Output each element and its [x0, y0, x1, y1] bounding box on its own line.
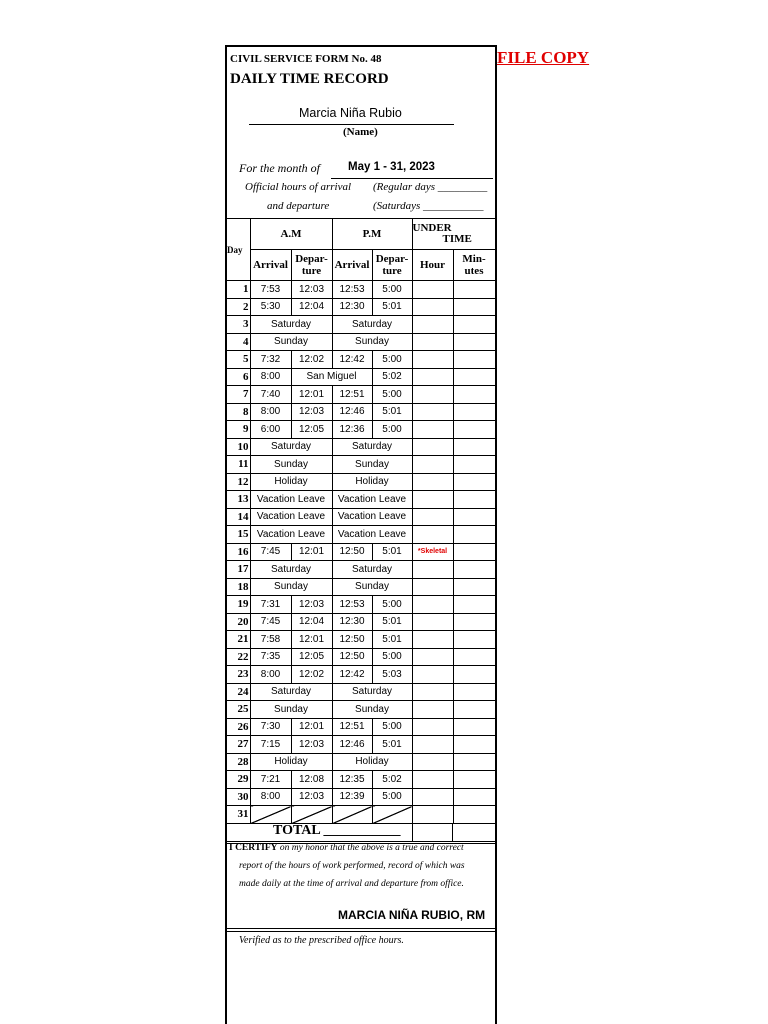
undertime-minutes-cell [453, 368, 495, 386]
pm-status-cell: Holiday [332, 473, 412, 491]
month-underline [331, 178, 493, 179]
pm-arrival-cell: 12:50 [332, 631, 372, 649]
undertime-hour-cell [412, 281, 453, 299]
day-number: 1 [227, 281, 250, 299]
total-divider-hour [412, 823, 413, 841]
undertime-minutes-cell [453, 701, 495, 719]
day-number: 5 [227, 351, 250, 369]
pm-departure-cell: 5:00 [372, 421, 412, 439]
am-departure-cell: 12:01 [291, 631, 332, 649]
table-row [227, 316, 495, 334]
undertime-minutes-cell [453, 281, 495, 299]
table-row [227, 298, 495, 316]
undertime-minutes-cell [453, 491, 495, 509]
day-number: 19 [227, 596, 250, 614]
table-row [227, 578, 495, 596]
table-row [227, 543, 495, 561]
signature-rule-2 [227, 931, 495, 932]
table-row [227, 368, 495, 386]
undertime-hour-cell [412, 736, 453, 754]
am-arrival-cell: 7:45 [250, 543, 291, 561]
table-row [227, 473, 495, 491]
pm-status-cell: Saturday [332, 438, 412, 456]
am-arrival-cell: 8:00 [250, 368, 291, 386]
am-arrival-cell: 7:53 [250, 281, 291, 299]
table-row [227, 526, 495, 544]
undertime-minutes-cell [453, 666, 495, 684]
signatory-name: MARCIA NIÑA RUBIO, RM [338, 908, 486, 922]
undertime-minutes-cell [453, 456, 495, 474]
verified-text: Verified as to the prescribed office hours. [239, 935, 404, 946]
am-status-cell: Sunday [250, 456, 332, 474]
undertime-minutes-cell [453, 333, 495, 351]
day-number: 25 [227, 701, 250, 719]
header-am: A.M [250, 219, 332, 250]
daily-time-record-form [225, 45, 497, 1024]
undertime-hour-cell [412, 316, 453, 334]
am-status-cell: Saturday [250, 561, 332, 579]
crossed-cell [291, 806, 332, 824]
am-arrival-cell: 5:30 [250, 298, 291, 316]
undertime-hour-cell [412, 473, 453, 491]
am-departure-cell: 12:01 [291, 718, 332, 736]
pm-status-cell: Sunday [332, 701, 412, 719]
undertime-minutes-cell [453, 771, 495, 789]
pm-departure-cell: 5:01 [372, 403, 412, 421]
pm-arrival-cell: 12:42 [332, 351, 372, 369]
am-departure-cell: 12:01 [291, 543, 332, 561]
pm-arrival-cell: 12:30 [332, 298, 372, 316]
undertime-hour-cell [412, 666, 453, 684]
am-status-cell: Saturday [250, 683, 332, 701]
name-underline [249, 124, 454, 125]
day-number: 10 [227, 438, 250, 456]
am-arrival-cell: 8:00 [250, 666, 291, 684]
am-arrival-cell: 7:21 [250, 771, 291, 789]
undertime-minutes-cell [453, 596, 495, 614]
table-row [227, 753, 495, 771]
undertime-minutes-cell [453, 351, 495, 369]
am-status-cell: Vacation Leave [250, 508, 332, 526]
am-status-cell: Holiday [250, 473, 332, 491]
am-status-cell: Saturday [250, 316, 332, 334]
table-row [227, 596, 495, 614]
crossed-cell [250, 806, 291, 824]
table-row [227, 806, 495, 824]
pm-status-cell: Vacation Leave [332, 508, 412, 526]
undertime-minutes-cell [453, 561, 495, 579]
undertime-hour-cell [412, 701, 453, 719]
undertime-hour-cell [412, 333, 453, 351]
am-status-cell: Saturday [250, 438, 332, 456]
undertime-hour-cell [412, 368, 453, 386]
signature-rule-1 [227, 928, 495, 929]
table-row [227, 491, 495, 509]
header-pm-departure: Depar- ture [372, 250, 412, 281]
am-departure-cell: 12:03 [291, 596, 332, 614]
undertime-minutes-cell [453, 578, 495, 596]
pm-status-cell: Vacation Leave [332, 526, 412, 544]
undertime-minutes-cell [453, 683, 495, 701]
day-number: 15 [227, 526, 250, 544]
day-number: 9 [227, 421, 250, 439]
certify-line-1 [229, 843, 464, 853]
day-number: 13 [227, 491, 250, 509]
pm-status-cell: Saturday [332, 683, 412, 701]
certify-line-2: report of the hours of work performed, record of which was [239, 861, 465, 871]
pm-departure-cell: 5:01 [372, 543, 412, 561]
undertime-minutes-cell [453, 753, 495, 771]
table-row [227, 771, 495, 789]
table-row [227, 421, 495, 439]
regular-days-label: (Regular days _________ [373, 181, 488, 193]
header-am-departure: Depar- ture [291, 250, 332, 281]
pm-departure-cell: 5:00 [372, 596, 412, 614]
employee-name: Marcia Niña Rubio [299, 106, 402, 120]
undertime-hour-cell [412, 491, 453, 509]
am-status-cell: Sunday [250, 701, 332, 719]
am-arrival-cell: 7:58 [250, 631, 291, 649]
am-status-cell: Sunday [250, 333, 332, 351]
and-departure-label: and departure [267, 200, 330, 212]
total-row [227, 823, 495, 844]
am-arrival-cell: 7:40 [250, 386, 291, 404]
header-undertime-line1: UNDER [412, 222, 452, 234]
file-copy-label: FILE COPY [497, 48, 590, 67]
undertime-hour-cell [412, 526, 453, 544]
day-number: 24 [227, 683, 250, 701]
undertime-minutes-cell [453, 438, 495, 456]
pm-arrival-cell: 12:53 [332, 596, 372, 614]
undertime-hour-cell [412, 806, 453, 824]
undertime-minutes-cell [453, 421, 495, 439]
day-number: 30 [227, 788, 250, 806]
pm-departure-cell: 5:00 [372, 386, 412, 404]
pm-status-cell: Holiday [332, 753, 412, 771]
pm-status-cell: Saturday [332, 316, 412, 334]
undertime-hour-cell [412, 438, 453, 456]
table-row [227, 438, 495, 456]
am-arrival-cell: 7:15 [250, 736, 291, 754]
table-row [227, 351, 495, 369]
header-undertime [412, 219, 495, 250]
am-departure-cell: 12:03 [291, 281, 332, 299]
time-record-table [227, 218, 496, 824]
pm-departure-cell: 5:00 [372, 648, 412, 666]
table-row [227, 403, 495, 421]
pm-departure-cell: 5:01 [372, 736, 412, 754]
am-departure-cell: 12:05 [291, 421, 332, 439]
table-row [227, 736, 495, 754]
am-departure-cell: 12:04 [291, 298, 332, 316]
am-status-cell: Holiday [250, 753, 332, 771]
certify-bold: I CERTIFY [229, 843, 278, 853]
am-departure-cell: 12:03 [291, 788, 332, 806]
am-arrival-cell: 7:35 [250, 648, 291, 666]
am-arrival-cell: 8:00 [250, 788, 291, 806]
table-row [227, 631, 495, 649]
table-row [227, 561, 495, 579]
table-row [227, 648, 495, 666]
am-arrival-cell: 6:00 [250, 421, 291, 439]
table-row [227, 333, 495, 351]
pm-arrival-cell: 12:39 [332, 788, 372, 806]
undertime-minutes-cell [453, 648, 495, 666]
month-value: May 1 - 31, 2023 [348, 161, 435, 173]
total-divider-minutes [452, 823, 453, 841]
day-number: 2 [227, 298, 250, 316]
pm-departure-cell: 5:01 [372, 631, 412, 649]
undertime-minutes-cell [453, 473, 495, 491]
pm-arrival-cell: 12:51 [332, 386, 372, 404]
am-status-cell: Vacation Leave [250, 491, 332, 509]
pm-departure-cell: 5:02 [372, 368, 412, 386]
total-label: TOTAL ___________ [273, 823, 401, 838]
am-departure-cell: 12:02 [291, 666, 332, 684]
pm-departure-cell: 5:01 [372, 613, 412, 631]
day-number: 17 [227, 561, 250, 579]
header-pm: P.M [332, 219, 412, 250]
day-number: 3 [227, 316, 250, 334]
table-row [227, 508, 495, 526]
undertime-hour-cell [412, 788, 453, 806]
undertime-hour-cell [412, 386, 453, 404]
undertime-minutes-cell [453, 316, 495, 334]
pm-departure-cell: 5:00 [372, 351, 412, 369]
am-departure-cell: 12:04 [291, 613, 332, 631]
undertime-minutes-cell [453, 403, 495, 421]
day-number: 18 [227, 578, 250, 596]
pm-arrival-cell: 12:35 [332, 771, 372, 789]
day-number: 20 [227, 613, 250, 631]
header-pm-arrival: Arrival [332, 250, 372, 281]
month-label: For the month of [239, 161, 320, 175]
header-day: Day [227, 219, 250, 281]
pm-status-cell: Vacation Leave [332, 491, 412, 509]
am-departure-cell: 12:01 [291, 386, 332, 404]
day-number: 8 [227, 403, 250, 421]
saturdays-label: (Saturdays ___________ [373, 200, 484, 212]
pm-arrival-cell: 12:53 [332, 281, 372, 299]
day-number: 31 [227, 806, 250, 824]
day-number: 28 [227, 753, 250, 771]
location-cell: San Miguel [291, 368, 372, 386]
am-departure-cell: 12:05 [291, 648, 332, 666]
day-number: 11 [227, 456, 250, 474]
day-number: 14 [227, 508, 250, 526]
pm-arrival-cell: 12:46 [332, 403, 372, 421]
day-number: 12 [227, 473, 250, 491]
pm-arrival-cell: 12:36 [332, 421, 372, 439]
am-status-cell: Vacation Leave [250, 526, 332, 544]
undertime-hour-cell [412, 403, 453, 421]
pm-arrival-cell: 12:42 [332, 666, 372, 684]
undertime-hour-cell [412, 771, 453, 789]
time-record-body [227, 281, 495, 824]
undertime-minutes-cell [453, 736, 495, 754]
header-undertime-line2: TIME [442, 233, 472, 245]
day-number: 29 [227, 771, 250, 789]
undertime-minutes-cell [453, 526, 495, 544]
form-number: CIVIL SERVICE FORM No. 48 [230, 53, 382, 65]
table-row [227, 281, 495, 299]
pm-status-cell: Sunday [332, 333, 412, 351]
header-hour: Hour [412, 250, 453, 281]
header-am-arrival: Arrival [250, 250, 291, 281]
pm-arrival-cell: 12:46 [332, 736, 372, 754]
undertime-minutes-cell [453, 298, 495, 316]
pm-departure-cell: 5:00 [372, 788, 412, 806]
undertime-minutes-cell [453, 543, 495, 561]
am-arrival-cell: 7:32 [250, 351, 291, 369]
day-number: 26 [227, 718, 250, 736]
am-arrival-cell: 7:45 [250, 613, 291, 631]
undertime-hour-cell [412, 298, 453, 316]
pm-departure-cell: 5:02 [372, 771, 412, 789]
pm-status-cell: Saturday [332, 561, 412, 579]
am-arrival-cell: 8:00 [250, 403, 291, 421]
undertime-minutes-cell [453, 788, 495, 806]
table-row [227, 718, 495, 736]
undertime-hour-cell [412, 753, 453, 771]
certify-line-3: made daily at the time of arrival and departure from office. [239, 879, 464, 889]
undertime-hour-cell [412, 596, 453, 614]
pm-arrival-cell: 12:51 [332, 718, 372, 736]
crossed-cell [332, 806, 372, 824]
certify-text-1: on my honor that the above is a true and correct [277, 843, 464, 853]
undertime-hour-cell [412, 718, 453, 736]
crossed-cell [372, 806, 412, 824]
day-number: 4 [227, 333, 250, 351]
day-number: 22 [227, 648, 250, 666]
official-hours-label: Official hours of arrival [245, 181, 352, 193]
am-arrival-cell: 7:31 [250, 596, 291, 614]
pm-status-cell: Sunday [332, 578, 412, 596]
am-arrival-cell: 7:30 [250, 718, 291, 736]
am-departure-cell: 12:03 [291, 736, 332, 754]
pm-departure-cell: 5:00 [372, 281, 412, 299]
pm-arrival-cell: 12:50 [332, 543, 372, 561]
undertime-minutes-cell [453, 508, 495, 526]
header-minutes: Min- utes [453, 250, 495, 281]
name-caption: (Name) [343, 126, 378, 138]
day-number: 27 [227, 736, 250, 754]
day-number: 23 [227, 666, 250, 684]
undertime-hour-cell [412, 508, 453, 526]
undertime-hour-cell [412, 456, 453, 474]
day-number: 16 [227, 543, 250, 561]
am-status-cell: Sunday [250, 578, 332, 596]
day-number: 7 [227, 386, 250, 404]
undertime-hour-cell [412, 561, 453, 579]
undertime-minutes-cell [453, 718, 495, 736]
skeletal-note: *Skeletal [412, 543, 453, 561]
day-number: 21 [227, 631, 250, 649]
pm-status-cell: Sunday [332, 456, 412, 474]
table-row [227, 788, 495, 806]
pm-departure-cell: 5:00 [372, 718, 412, 736]
am-departure-cell: 12:08 [291, 771, 332, 789]
table-row [227, 456, 495, 474]
undertime-hour-cell [412, 613, 453, 631]
table-row [227, 701, 495, 719]
table-row [227, 666, 495, 684]
undertime-minutes-cell [453, 386, 495, 404]
table-row [227, 683, 495, 701]
pm-arrival-cell: 12:30 [332, 613, 372, 631]
undertime-minutes-cell [453, 806, 495, 824]
pm-arrival-cell: 12:50 [332, 648, 372, 666]
table-row [227, 613, 495, 631]
pm-departure-cell: 5:01 [372, 298, 412, 316]
pm-departure-cell: 5:03 [372, 666, 412, 684]
day-number: 6 [227, 368, 250, 386]
am-departure-cell: 12:03 [291, 403, 332, 421]
undertime-minutes-cell [453, 613, 495, 631]
am-departure-cell: 12:02 [291, 351, 332, 369]
undertime-hour-cell [412, 351, 453, 369]
undertime-hour-cell [412, 421, 453, 439]
form-title: DAILY TIME RECORD [230, 71, 389, 87]
undertime-hour-cell [412, 683, 453, 701]
undertime-minutes-cell [453, 631, 495, 649]
undertime-hour-cell [412, 578, 453, 596]
undertime-hour-cell [412, 631, 453, 649]
undertime-hour-cell [412, 648, 453, 666]
table-row [227, 386, 495, 404]
